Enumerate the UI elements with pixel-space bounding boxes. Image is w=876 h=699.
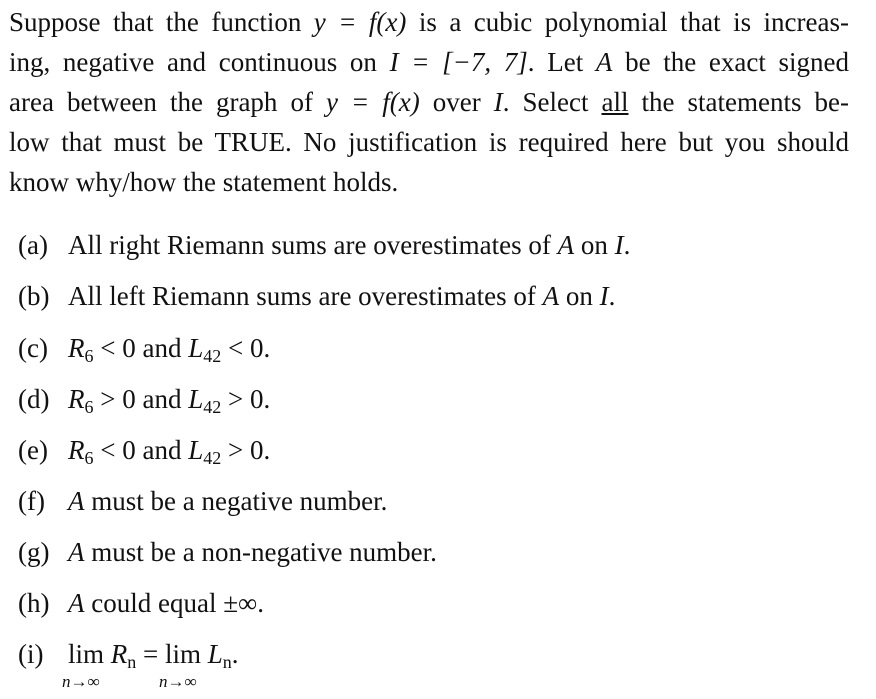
option-b: [18, 279, 615, 313]
problem-line-2: ing, negative and continuous on I = [−7, 7]. Let A be the exact signed: [9, 47, 850, 77]
math-variable: I: [614, 230, 624, 260]
option-i: (i) lim n→∞ $R_n = \lim$ n→∞ $L_n$.: [18, 639, 239, 691]
emphasis-all: all: [601, 87, 629, 117]
limit-right: lim n→∞: [159, 639, 202, 691]
math-variable: A: [542, 281, 560, 311]
option-label: (g): [18, 537, 50, 567]
option-label: (c): [18, 333, 48, 363]
problem-line-1: Suppose that the function y = f(x) is a cubic polynomial that is increas-: [9, 7, 849, 37]
problem-line-3: area between the graph of y = f(x) over I. Select all the statements be-: [9, 87, 849, 117]
option-label: (d): [18, 384, 50, 414]
option-label: (i): [18, 639, 44, 669]
option-a: [18, 228, 630, 262]
math-variable: I: [599, 281, 609, 311]
math-variable: A: [68, 588, 85, 618]
problem-line-5: know why/how the statement holds.: [9, 167, 399, 197]
option-g: [18, 535, 437, 569]
option-text: All left Riemann sums are overestimates of A on I.: [68, 281, 616, 311]
option-c: (c) $R_6 < 0$ and $L_{42} < 0$.: [18, 333, 271, 366]
option-text: A could equal ±∞.: [68, 588, 265, 618]
option-d: (d) $R_6 > 0$ and $L_{42} > 0$.: [18, 384, 271, 417]
option-label: (e): [18, 435, 48, 465]
problem-statement: [9, 2, 849, 202]
option-f: [18, 484, 387, 518]
math-variable: A: [557, 230, 575, 260]
limit-left: lim n→∞: [62, 639, 105, 691]
option-text: A must be a non-negative number.: [68, 537, 437, 567]
option-label: (a): [18, 230, 48, 260]
option-text: A must be a negative number.: [68, 486, 388, 516]
problem-line-4: low that must be TRUE. No justification is required here but you should: [9, 127, 849, 157]
option-h: [18, 586, 264, 620]
math-variable: A: [68, 537, 85, 567]
option-e: (e) $R_6 < 0$ and $L_{42} > 0$.: [18, 435, 271, 468]
option-label: (b): [18, 281, 50, 311]
option-label: (h): [18, 588, 50, 618]
option-label: (f): [18, 486, 45, 516]
math-variable: A: [68, 486, 85, 516]
option-text: All right Riemann sums are overestimates of A on I.: [68, 230, 631, 260]
